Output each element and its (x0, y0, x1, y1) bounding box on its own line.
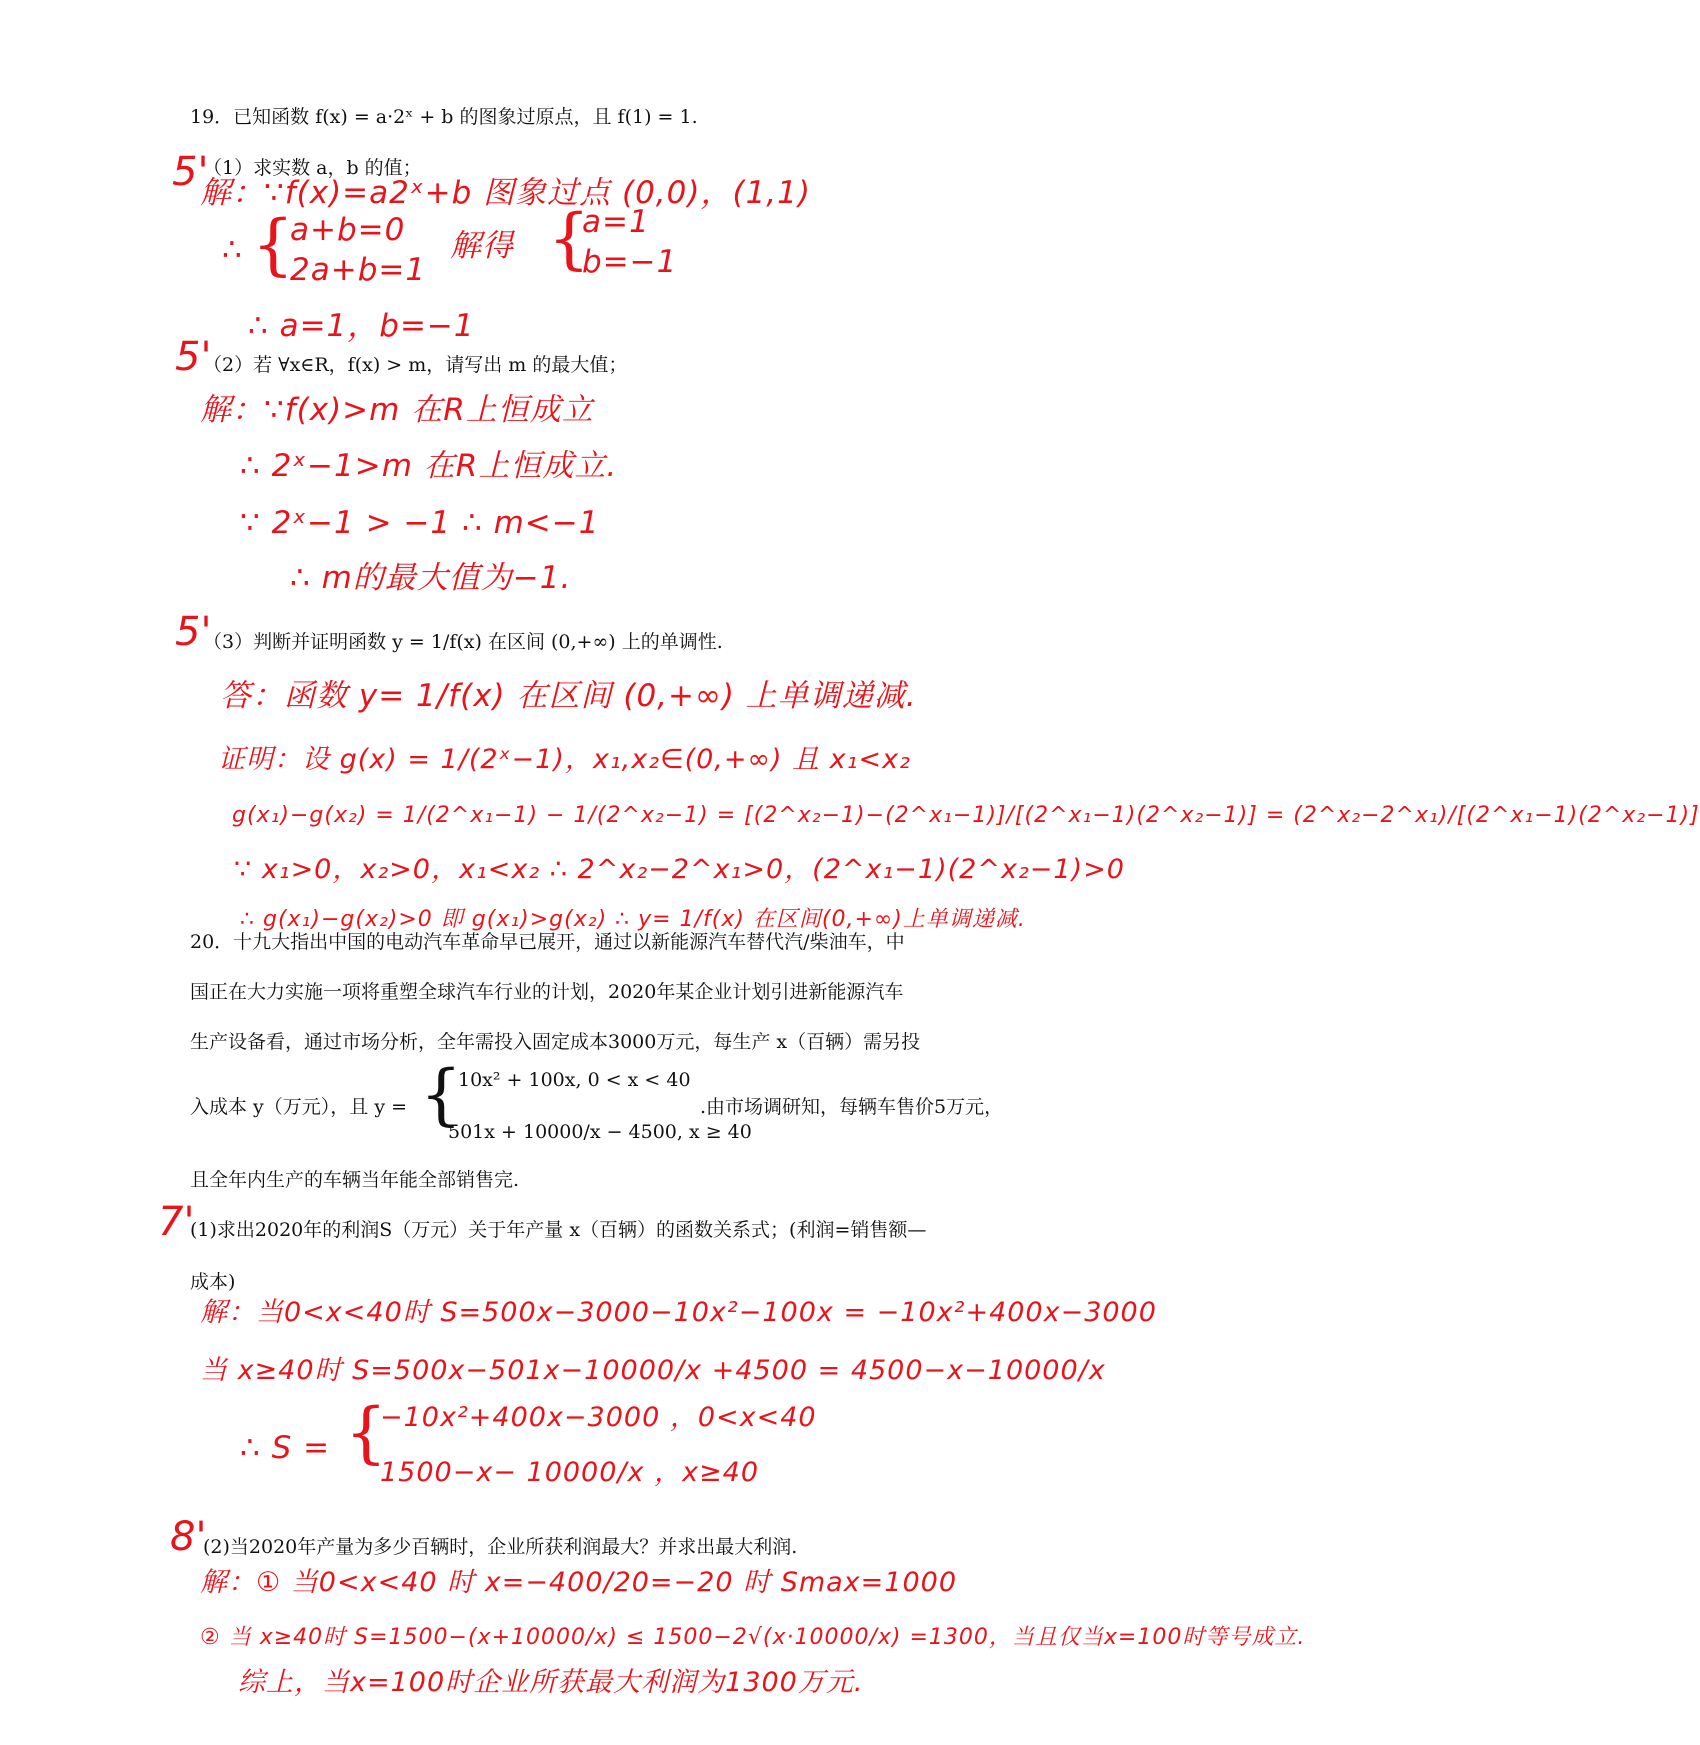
answer-19-1-right-brace: { (548, 200, 590, 277)
answer-19-2-line-3: ∵ 2ˣ−1 > −1 ∴ m<−1 (240, 505, 600, 541)
answer-19-3-line-1: 答：函数 y= 1/f(x) 在区间 (0,+∞) 上单调递减. (220, 678, 917, 714)
q20-stem-line-4-start: 入成本 y（万元），且 y = (190, 1096, 408, 1118)
q20-piecewise-brace: { (420, 1056, 462, 1133)
answer-19-1-line-1: 解：∵f(x)=a2ˣ+b 图象过点 (0,0)，(1,1) (200, 175, 811, 211)
q19-part3: （3）判断并证明函数 y = 1/f(x) 在区间 (0,+∞) 上的单调性. (203, 631, 723, 653)
answer-20-1-brace: { (345, 1394, 387, 1471)
answer-19-2-line-1: 解：∵f(x)>m 在R上恒成立 (200, 392, 594, 428)
score-mark-4: 7' (158, 1199, 195, 1245)
answer-19-3-line-4: ∵ x₁>0，x₂>0，x₁<x₂ ∴ 2^x₂−2^x₁>0，(2^x₁−1)(2^x₂−1)>0 (234, 854, 1125, 885)
score-mark-5: 8' (170, 1514, 207, 1560)
answer-19-1-therefore-mark: ∴ (222, 232, 243, 268)
answer-20-2-line-2: ② 当 x≥40时 S=1500−(x+10000/x) ≤ 1500−2√(x·10000/x) =1300，当且仅当x=100时等号成立. (200, 1625, 1306, 1650)
answer-19-1-sol-a: a=1 (582, 204, 650, 240)
answer-19-2-line-4: ∴ m的最大值为−1. (290, 560, 572, 596)
answer-20-1-line-1: 解：当0<x<40时 S=500x−3000−10x²−100x = −10x²+400x−3000 (200, 1297, 1157, 1328)
score-mark-1: 5' (172, 149, 209, 195)
answer-20-1-line-2: 当 x≥40时 S=500x−501x−10000/x +4500 = 4500−x−10000/x (200, 1355, 1106, 1386)
q20-piecewise-case-2: 501x + 10000/x − 4500, x ≥ 40 (448, 1121, 752, 1143)
answer-19-1-solve-word: 解得 (450, 228, 514, 264)
answer-20-2-line-1: 解：① 当0<x<40 时 x=−400/20=−20 时 Smax=1000 (200, 1567, 957, 1598)
answer-19-3-line-3: g(x₁)−g(x₂) = 1/(2^x₁−1) − 1/(2^x₂−1) = [(2^x₂−1)−(2^x₁−1)]/[(2^x₁−1)(2^x₂−1)] = (2^x₂−2^x₁)/[(2^x₁−1)(2^x₂−1)] (232, 803, 1700, 828)
answer-19-1-sol-b: b=−1 (582, 244, 678, 280)
answer-19-2-line-2: ∴ 2ˣ−1>m 在R上恒成立. (240, 448, 618, 484)
q20-stem-line-5: 且全年内生产的车辆当年能全部销售完. (190, 1169, 520, 1191)
q20-stem-line-2: 国正在大力实施一项将重塑全球汽车行业的计划，2020年某企业计划引进新能源汽车 (190, 981, 904, 1003)
answer-20-1-piecewise-prefix: ∴ S = (240, 1430, 331, 1466)
q20-stem-line-4-end: .由市场调研知，每辆车售价5万元， (700, 1096, 1004, 1118)
q19-part2: （2）若 ∀x∈R，f(x) > m，请写出 m 的最大值； (203, 354, 628, 376)
q20-stem-line-1: 20．十九大指出中国的电动汽车革命早已展开，通过以新能源汽车替代汽/柴油车，中 (190, 931, 905, 953)
answer-19-1-eq-1: a+b=0 (290, 212, 406, 248)
answer-19-1-eq-2: 2a+b=1 (290, 252, 427, 288)
q20-part1-line-2: 成本) (190, 1271, 236, 1293)
answer-19-1-left-brace: { (252, 206, 294, 283)
answer-19-1-line-3: ∴ a=1，b=−1 (248, 308, 475, 344)
q19-stem: 19．已知函数 f(x) = a·2ˣ + b 的图象过原点，且 f(1) = 1. (190, 106, 698, 128)
q20-part2: (2)当2020年产量为多少百辆时，企业所获利润最大？并求出最大利润. (203, 1536, 798, 1558)
score-mark-2: 5' (175, 334, 212, 380)
q20-stem-line-3: 生产设备看，通过市场分析，全年需投入固定成本3000万元，每生产 x（百辆）需另投 (190, 1031, 921, 1053)
answer-19-3-line-5: ∴ g(x₁)−g(x₂)>0 即 g(x₁)>g(x₂) ∴ y= 1/f(x) 在区间(0,+∞)上单调递减. (240, 907, 1026, 932)
answer-20-1-piecewise-case-2: 1500−x− 10000/x ，x≥40 (380, 1457, 760, 1488)
q20-part1-line-1: (1)求出2020年的利润S（万元）关于年产量 x（百辆）的函数关系式；(利润=销售额— (190, 1219, 927, 1241)
q20-piecewise-case-1: 10x² + 100x, 0 < x < 40 (458, 1069, 691, 1091)
answer-19-3-line-2: 证明：设 g(x) = 1/(2ˣ−1)，x₁,x₂∈(0,+∞) 且 x₁<x₂ (218, 744, 911, 775)
q19-part1: （1）求实数 a，b 的值； (203, 157, 422, 179)
answer-20-2-line-3: 综上，当x=100时企业所获最大利润为1300万元. (238, 1667, 864, 1698)
answer-20-1-piecewise-case-1: −10x²+400x−3000 ，0<x<40 (380, 1402, 817, 1433)
score-mark-3: 5' (175, 609, 212, 655)
